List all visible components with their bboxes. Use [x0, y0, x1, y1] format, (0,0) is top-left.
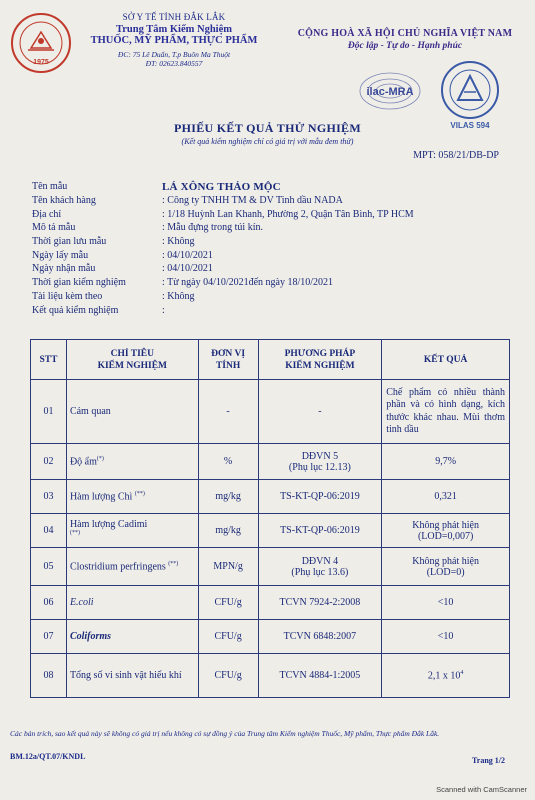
info-label: Thời gian kiểm nghiệm: [32, 277, 126, 289]
info-row-received-date: [32, 262, 512, 276]
info-value: : Mẫu đựng trong túi kín.: [162, 222, 263, 234]
cell-unit: CFU/g: [198, 654, 258, 698]
cell-method: -: [258, 380, 382, 444]
cell-unit: %: [198, 444, 258, 480]
document-title: PHIẾU KẾT QUẢ THỬ NGHIỆM: [173, 121, 361, 135]
cell-criteria: Tổng số vi sinh vật hiếu khí: [66, 654, 198, 698]
info-row-attachments: [32, 290, 512, 304]
cell-criteria: E.coli: [66, 586, 198, 620]
cell-result: Không phát hiện (LOD=0): [382, 548, 510, 586]
footnote: Các bản trích, sao kết quả này sẽ không có giá trị nếu không có sự đồng ý của Trung tâm Kiểm nghiệm Thuốc, Mỹ phẩm, Thực phẩm Đắk Lắk.: [10, 729, 440, 738]
header-method: PHƯƠNG PHÁP KIỂM NGHIỆM: [258, 340, 382, 380]
info-row-address: [32, 207, 512, 221]
page-number: Trang 1/2: [472, 756, 505, 765]
table-row: [31, 380, 510, 444]
cell-method: TCVN 4884-1:2005: [258, 654, 382, 698]
cell-unit: MPN/g: [198, 548, 258, 586]
info-value: LÁ XÔNG THẢO MỘC: [162, 180, 281, 193]
cell-criteria: Hàm lượng Cadimi (**): [66, 514, 198, 548]
cell-stt: 04: [31, 514, 67, 548]
cell-method: TCVN 6848:2007: [258, 620, 382, 654]
info-value: : 1/18 Huỳnh Lan Khanh, Phường 2, Quận Tân Bình, TP HCM: [162, 208, 414, 220]
table-row: [31, 514, 510, 548]
cell-method: TS-KT-QP-06:2019: [258, 480, 382, 514]
cell-result: 9,7%: [382, 444, 510, 480]
info-row-storage-time: [32, 235, 512, 249]
national-title: CỘNG HOÀ XÃ HỘI CHỦ NGHĨA VIỆT NAM: [297, 28, 513, 39]
cell-result: <10: [382, 586, 510, 620]
info-label: Ngày nhận mẫu: [32, 263, 96, 275]
info-label: Tên mẫu: [32, 181, 68, 193]
info-row-sample-name: [32, 180, 512, 194]
info-label: Tên khách hàng: [32, 195, 96, 207]
info-value: : Từ ngày 04/10/2021đến ngày 18/10/2021: [162, 277, 334, 289]
cell-stt: 06: [31, 586, 67, 620]
table-row: [31, 586, 510, 620]
cell-criteria: Hàm lượng Chì (**): [66, 480, 198, 514]
cell-criteria: Clostridium perfringens (**): [66, 548, 198, 586]
info-label: Kết quả kiểm nghiệm: [32, 304, 119, 316]
info-row-customer: [32, 194, 512, 208]
cell-result: Không phát hiện (LOD=0,007): [382, 514, 510, 548]
org-name: Trung Tâm Kiểm Nghiệm: [116, 24, 232, 35]
header-criteria: CHỈ TIÊU KIỂM NGHIỆM: [66, 340, 198, 380]
cell-result: 0,321: [382, 480, 510, 514]
header-unit: ĐƠN VỊ TÍNH: [198, 340, 258, 380]
document-subtitle: (Kết quả kiểm nghiệm chỉ có giá trị với mẫu đem thử): [181, 137, 354, 146]
ilac-mra-text: ilac-MRA: [366, 86, 414, 98]
document-title-block: [0, 121, 535, 146]
scanner-watermark: Scanned with CamScanner: [436, 785, 527, 794]
info-row-sampling-date: [32, 248, 512, 262]
cell-criteria: Coliforms: [66, 620, 198, 654]
cell-unit: -: [198, 380, 258, 444]
info-value: : 04/10/2021: [162, 249, 213, 261]
org-phone: ĐT: 02623.840557: [145, 59, 203, 68]
org-address: ĐC: 75 Lê Duẩn, T.p Buôn Ma Thuột: [117, 50, 231, 59]
table-row: [31, 480, 510, 514]
national-header: [280, 28, 530, 51]
org-department: SỞ Y TẾ TỈNH ĐẮK LẮK: [122, 12, 226, 22]
cell-stt: 01: [31, 380, 67, 444]
cell-criteria: Cảm quan: [66, 380, 198, 444]
cell-stt: 08: [31, 654, 67, 698]
cell-unit: CFU/g: [198, 586, 258, 620]
info-value: :: [162, 304, 165, 316]
logo-year-text: 1975: [33, 59, 49, 66]
cell-criteria: Độ ẩm(*): [66, 444, 198, 480]
vilas-accreditation-logo: [438, 60, 502, 130]
header-stt: STT: [31, 340, 67, 380]
cell-unit: CFU/g: [198, 620, 258, 654]
cell-stt: 07: [31, 620, 67, 654]
center-seal-logo: [10, 12, 72, 74]
sample-info: [32, 180, 512, 317]
info-label: Tài liệu kèm theo: [32, 290, 103, 302]
org-scope: THUỐC, MỸ PHẨM, THỰC PHẨM: [90, 35, 258, 46]
info-value: : 04/10/2021: [162, 263, 213, 275]
header-result: KẾT QUẢ: [382, 340, 510, 380]
info-label: Thời gian lưu mẫu: [32, 236, 107, 248]
org-header: [74, 12, 274, 68]
info-row-testing-period: [32, 276, 512, 290]
cell-method: DĐVN 4 (Phụ lục 13.6): [258, 548, 382, 586]
cell-unit: mg/kg: [198, 514, 258, 548]
cell-stt: 05: [31, 548, 67, 586]
cell-result: Chế phẩm có nhiều thành phần và có hình dạng, kích thước khác nhau. Mùi thơm tinh dầu: [382, 380, 510, 444]
info-label: Ngày lấy mẫu: [32, 249, 89, 261]
ilac-mra-logo: [355, 68, 425, 114]
info-value: : Không: [162, 290, 195, 302]
vilas-text: VILAS 594: [450, 121, 490, 130]
info-label: Địa chỉ: [32, 208, 62, 220]
cell-method: TCVN 7924-2:2008: [258, 586, 382, 620]
info-value: : Không: [162, 236, 195, 248]
info-value: : Công ty TNHH TM & DV Tinh dầu NADA: [162, 195, 343, 207]
results-table: [30, 339, 510, 698]
info-row-description: [32, 221, 512, 235]
table-row: [31, 444, 510, 480]
cell-result: <10: [382, 620, 510, 654]
document-code: MPT: 058/21/DB-DP: [413, 150, 499, 161]
table-header-row: [31, 340, 510, 380]
info-row-test-result: [32, 303, 512, 317]
table-row: [31, 620, 510, 654]
cell-stt: 02: [31, 444, 67, 480]
form-code: BM.12a/QT.07/KNDL: [10, 752, 86, 761]
cell-method: DĐVN 5 (Phụ lục 12.13): [258, 444, 382, 480]
cell-unit: mg/kg: [198, 480, 258, 514]
cell-stt: 03: [31, 480, 67, 514]
cell-method: TS-KT-QP-06:2019: [258, 514, 382, 548]
info-label: Mô tả mẫu: [32, 222, 76, 234]
table-row: [31, 548, 510, 586]
table-row: [31, 654, 510, 698]
national-motto: Độc lập - Tự do - Hạnh phúc: [347, 41, 463, 51]
cell-result: 2,1 x $10^4$: [382, 654, 510, 698]
